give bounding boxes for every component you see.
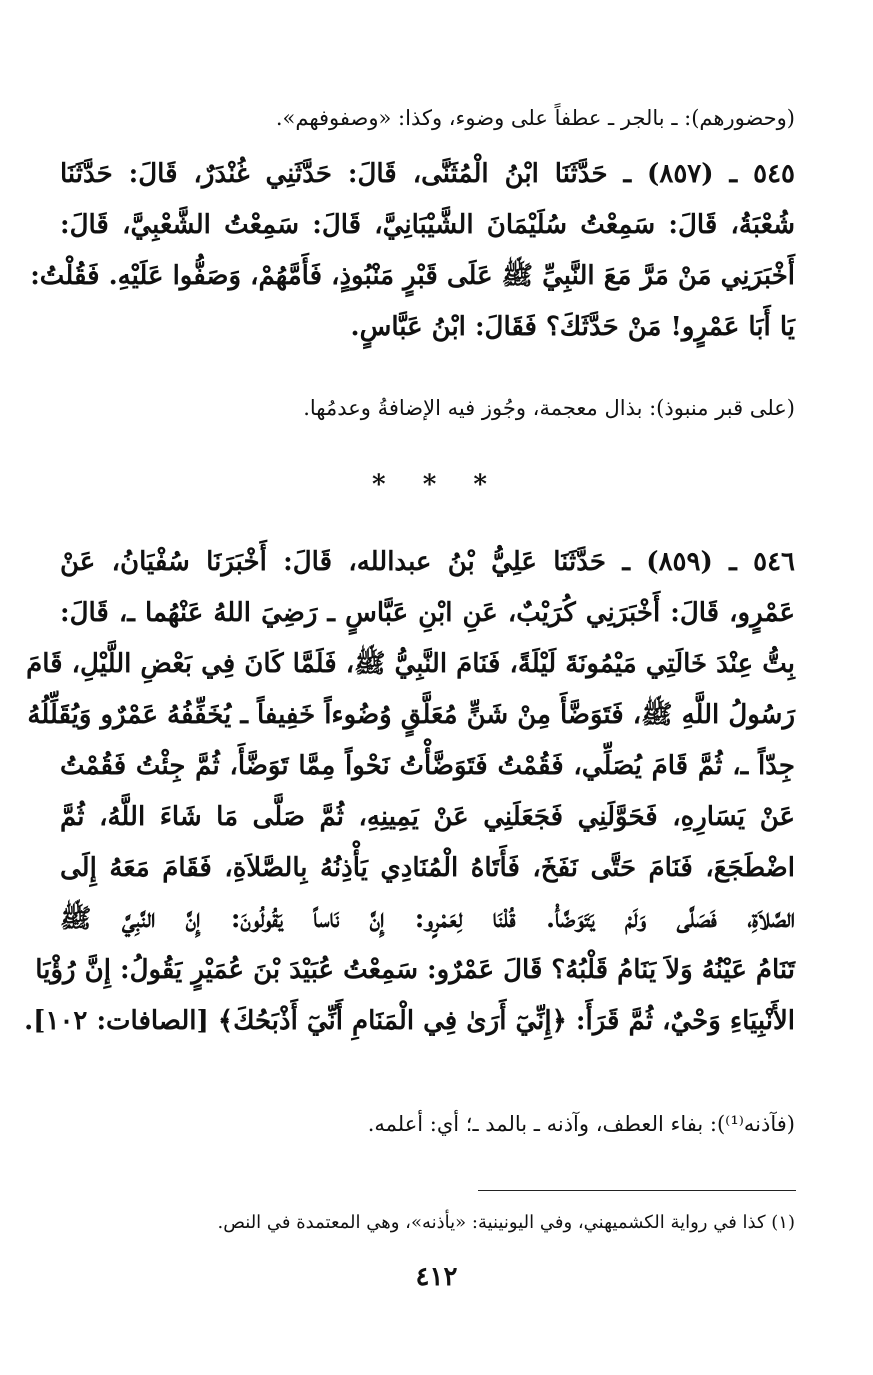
hadith-546-line: عَنْ يَسَارِهِ، فَحَوَّلَنِي فَجَعَلَنِي عَنْ يَمِينِهِ، ثُمَّ صَلَّى مَا شَاءَ اللَّهُ، ثُمَّ (60, 802, 795, 832)
hadith-546-line: الأَنْبِيَاءِ وَحْيٌ، ثُمَّ قَرَأَ: ﴿إِنِّيٓ أَرَىٰ فِي الْمَنَامِ أَنِّيٓ أَذْبَحُكَ﴾ [الصافات: ١٠٢]. (24, 1006, 795, 1036)
hadith-546-line: اضْطَجَعَ، فَنَامَ حَتَّى نَفَخَ، فَأَتَاهُ الْمُنَادِي يَأْذِنُهُ بِالصَّلاَةِ، فَقَامَ مَعَهُ إِلَى (60, 853, 795, 883)
hadith-546-line: بِتُّ عِنْدَ خَالَتِي مَيْمُونَةَ لَيْلَةً، فَنَامَ النَّبِيُّ ﷺ، فَلَمَّا كَانَ فِي بَعْضِ اللَّيْلِ، قَامَ (26, 649, 795, 679)
page-number: ٤١٢ (415, 1262, 458, 1292)
note-546-line: (فآذنه⁽¹⁾): بفاء العطف، وآذنه ـ بالمد ـ؛ أي: أعلمه. (367, 1112, 795, 1136)
intro-note-line: (وحضورهم): ـ بالجر ـ عطفاً على وضوء، وكذا: «وصفوفهم». (275, 106, 795, 130)
intro-note (60, 98, 795, 138)
note-545 (60, 388, 795, 428)
section-separator: * * * (372, 470, 501, 500)
hadith-546-line: جِدّاً ـ، ثُمَّ قَامَ يُصَلِّي، فَقُمْتُ فَتَوَضَّأْتُ نَحْواً مِمَّا تَوَضَّأَ، ثُمَّ جِئْتُ فَقُمْتُ (60, 751, 795, 781)
note-546 (60, 1104, 795, 1144)
hadith-546-line: رَسُولُ اللَّهِ ﷺ، فَتَوَضَّأَ مِنْ شَنٍّ مُعَلَّقٍ وُضُوءاً خَفِيفاً ـ يُخَفِّفُهُ عَمْرٌو وَيُقَلِّلُهُ (27, 700, 795, 730)
hadith-545-line: أَخْبَرَنِي مَنْ مَرَّ مَعَ النَّبِيِّ ﷺ عَلَى قَبْرٍ مَنْبُوذٍ، فَأَمَّهُمْ، وَصَفُّوا عَلَيْهِ. فَقُلْتُ: (30, 261, 795, 291)
footnote-divider (478, 1190, 796, 1191)
hadith-546-line: الصَّلاَةِ، فَصَلَّى وَلَمْ يَتَوَضَّأْ. قُلْنَا لِعَمْرٍو: إِنَّ نَاساً يَقُولُونَ: إِنَّ النَّبِيَّ ﷺ (60, 904, 795, 934)
hadith-545-line: يَا أَبَا عَمْرٍو! مَنْ حَدَّثَكَ؟ فَقَالَ: ابْنُ عَبَّاسٍ. (350, 312, 795, 342)
hadith-546 (24, 537, 796, 1047)
note-545-line: (على قبر منبوذ): بذال معجمة، وجُوز فيه الإضافةُ وعدمُها. (303, 396, 795, 420)
hadith-545 (30, 149, 796, 353)
hadith-546-line: عَمْرٍو، قَالَ: أَخْبَرَنِي كُرَيْبٌ، عَنِ ابْنِ عَبَّاسٍ ـ رَضِيَ اللهُ عَنْهُما ـ، قَالَ: (60, 598, 795, 628)
hadith-545-line: ٥٤٥ ـ (٨٥٧) ـ حَدَّثَنَا ابْنُ الْمُثَنَّى، قَالَ: حَدَّثَنِي غُنْدَرٌ، قَالَ: حَدَّثَنَا (60, 159, 796, 189)
footnote: (١) كذا في رواية الكشميهني، وفي اليونينية: «يأذنه»، وهي المعتمدة في النص. (217, 1212, 795, 1233)
hadith-545-line: شُعْبَةُ، قَالَ: سَمِعْتُ سُلَيْمَانَ الشَّيْبَانِيَّ، قَالَ: سَمِعْتُ الشَّعْبِيَّ، قَالَ: (60, 210, 795, 240)
hadith-546-line: تَنَامُ عَيْنُهُ وَلاَ يَنَامُ قَلْبُهُ؟ قَالَ عَمْرٌو: سَمِعْتُ عُبَيْدَ بْنَ عُمَيْرٍ يَقُولُ: إِنَّ رُؤْيَا (35, 955, 795, 985)
hadith-546-line: ٥٤٦ ـ (٨٥٩) ـ حَدَّثَنَا عَلِيُّ بْنُ عبدالله، قَالَ: أَخْبَرَنَا سُفْيَانُ، عَنْ (60, 547, 796, 577)
